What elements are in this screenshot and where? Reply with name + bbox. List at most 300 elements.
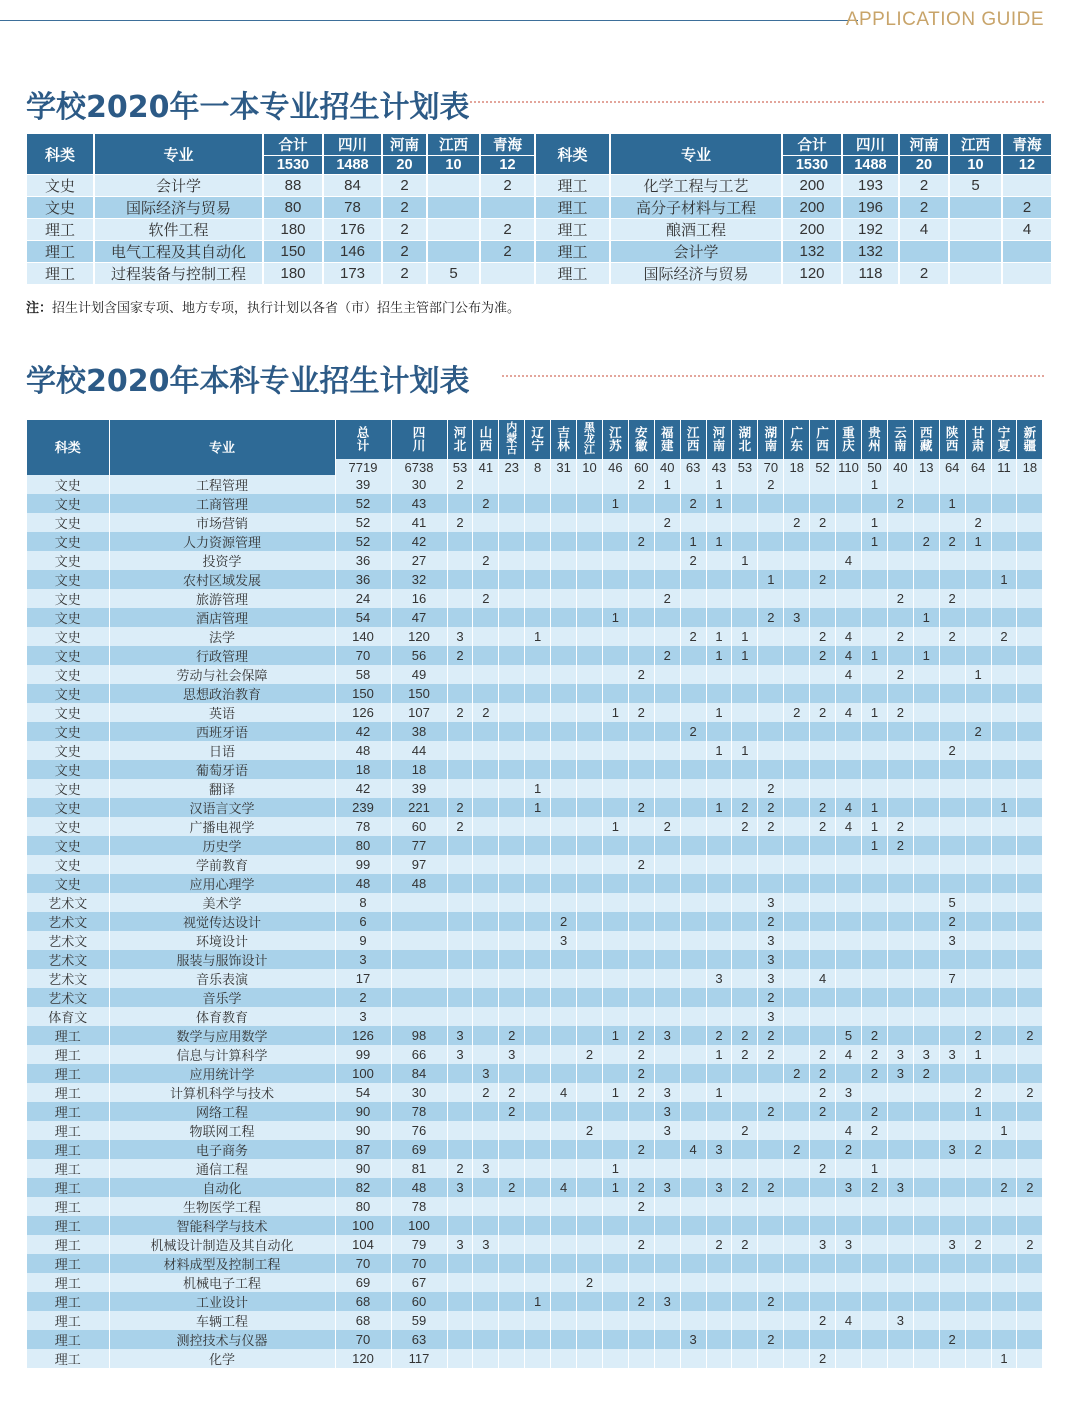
count-cell (836, 1007, 862, 1026)
count-cell (391, 988, 447, 1007)
count-cell (784, 874, 810, 893)
count-cell (965, 760, 991, 779)
count-cell (758, 684, 784, 703)
count-cell: 2 (862, 1121, 888, 1140)
count-cell (602, 475, 628, 494)
count-cell (732, 1159, 758, 1178)
count-cell (887, 1007, 913, 1026)
count-cell (836, 779, 862, 798)
count-cell (913, 1102, 939, 1121)
count-cell (758, 494, 784, 513)
count-cell (887, 874, 913, 893)
category-cell: 理工 (27, 1273, 109, 1292)
count-cell: 3 (784, 608, 810, 627)
count-cell: 60 (391, 1292, 447, 1311)
count-cell (654, 988, 680, 1007)
count-cell (447, 950, 473, 969)
count-cell: 90 (335, 1159, 391, 1178)
count-cell (577, 912, 603, 931)
count-cell (887, 608, 913, 627)
count-cell (628, 817, 654, 836)
count-cell (991, 722, 1017, 741)
category-cell: 理工 (27, 241, 94, 263)
count-cell (654, 874, 680, 893)
count-cell (758, 1083, 784, 1102)
count-cell (965, 1121, 991, 1140)
count-cell (602, 1273, 628, 1292)
count-cell (965, 836, 991, 855)
count-cell: 1 (965, 1102, 991, 1121)
count-cell (577, 1083, 603, 1102)
count-cell: 1 (525, 1292, 551, 1311)
count-cell (706, 722, 732, 741)
count-cell: 2 (965, 1026, 991, 1045)
count-cell (939, 779, 965, 798)
count-cell (551, 646, 577, 665)
count-cell (680, 798, 706, 817)
count-cell (887, 1349, 913, 1368)
count-cell (525, 855, 551, 874)
count-cell: 2 (939, 532, 965, 551)
count-cell (473, 817, 499, 836)
count-cell (965, 1007, 991, 1026)
count-cell (862, 969, 888, 988)
count-cell (447, 874, 473, 893)
count-cell (551, 1121, 577, 1140)
count-cell (706, 836, 732, 855)
category-cell: 理工 (27, 1102, 109, 1121)
count-cell: 6 (335, 912, 391, 931)
count-cell: 2 (810, 570, 836, 589)
count-cell (577, 931, 603, 950)
count-cell (577, 1064, 603, 1083)
major-cell: 计算机科学与技术 (109, 1083, 335, 1102)
count-cell (577, 1349, 603, 1368)
count-cell (991, 1311, 1017, 1330)
count-cell (836, 988, 862, 1007)
count-cell (473, 722, 499, 741)
count-cell (499, 1292, 525, 1311)
count-cell (913, 1159, 939, 1178)
count-cell (551, 684, 577, 703)
count-cell: 2 (628, 1140, 654, 1159)
count-cell (758, 1235, 784, 1254)
province-name (706, 420, 732, 459)
count-cell (991, 988, 1017, 1007)
count-cell (447, 1083, 473, 1102)
count-cell (525, 1197, 551, 1216)
count-cell (836, 1273, 862, 1292)
province-total: 52 (810, 459, 836, 475)
count-cell (965, 703, 991, 722)
count-cell (602, 836, 628, 855)
count-cell (784, 646, 810, 665)
province-name (447, 420, 473, 459)
count-cell: 2 (784, 1140, 810, 1159)
count-cell (810, 1254, 836, 1273)
count-cell: 3 (887, 1064, 913, 1083)
count-cell (913, 1254, 939, 1273)
count-cell: 1 (862, 646, 888, 665)
count-cell (1017, 513, 1043, 532)
category-header: 科类 (535, 134, 610, 175)
category-cell: 文史 (27, 779, 109, 798)
count-cell: 2 (499, 1178, 525, 1197)
count-cell (862, 627, 888, 646)
count-cell: 41 (391, 513, 447, 532)
count-cell: 1 (602, 703, 628, 722)
count-cell (732, 836, 758, 855)
count-cell: 3 (335, 1007, 391, 1026)
count-cell (1017, 646, 1043, 665)
major-cell: 投资学 (109, 551, 335, 570)
count-cell (991, 1007, 1017, 1026)
count-cell (602, 1311, 628, 1330)
count-cell: 192 (842, 219, 899, 241)
count-cell (887, 532, 913, 551)
province-name-text: 河南 (712, 425, 726, 453)
count-cell (913, 931, 939, 950)
count-cell: 132 (782, 241, 842, 263)
count-cell (525, 874, 551, 893)
count-cell (447, 570, 473, 589)
count-cell (551, 608, 577, 627)
count-cell (810, 741, 836, 760)
count-cell: 3 (887, 1311, 913, 1330)
count-cell (991, 1254, 1017, 1273)
count-cell (991, 1292, 1017, 1311)
count-cell: 1 (991, 798, 1017, 817)
count-cell (913, 1083, 939, 1102)
count-cell: 54 (335, 608, 391, 627)
count-cell: 2 (628, 703, 654, 722)
count-cell: 69 (335, 1273, 391, 1292)
count-cell (991, 1159, 1017, 1178)
count-cell (427, 241, 480, 263)
count-cell (628, 684, 654, 703)
count-cell (602, 1254, 628, 1273)
major-cell: 学前教育 (109, 855, 335, 874)
count-cell (525, 1178, 551, 1197)
count-cell (1017, 1254, 1043, 1273)
count-cell (887, 741, 913, 760)
count-cell: 2 (758, 475, 784, 494)
count-cell: 2 (628, 1197, 654, 1216)
count-cell: 2 (965, 722, 991, 741)
province-name: 江西 (427, 134, 480, 156)
count-cell (784, 1007, 810, 1026)
count-cell (1017, 1216, 1043, 1235)
count-cell (913, 475, 939, 494)
count-cell (1017, 912, 1043, 931)
count-cell (680, 1026, 706, 1045)
count-cell: 2 (836, 1140, 862, 1159)
count-cell (525, 1007, 551, 1026)
count-cell: 7 (939, 969, 965, 988)
count-cell: 99 (335, 855, 391, 874)
province-total: 20 (382, 156, 427, 175)
table1-header-row (27, 134, 1052, 156)
count-cell (680, 665, 706, 684)
count-cell: 2 (758, 608, 784, 627)
count-cell (447, 741, 473, 760)
count-cell (680, 931, 706, 950)
count-cell: 3 (473, 1159, 499, 1178)
count-cell (862, 665, 888, 684)
count-cell: 2 (628, 475, 654, 494)
count-cell (939, 817, 965, 836)
count-cell (447, 608, 473, 627)
count-cell: 2 (887, 665, 913, 684)
count-cell (836, 475, 862, 494)
count-cell (602, 931, 628, 950)
count-cell (899, 241, 949, 263)
count-cell (551, 1197, 577, 1216)
count-cell (965, 589, 991, 608)
table-row (27, 1026, 1043, 1045)
count-cell (680, 1121, 706, 1140)
count-cell (836, 912, 862, 931)
count-cell (680, 1083, 706, 1102)
category-cell: 艺术文 (27, 950, 109, 969)
count-cell (525, 1311, 551, 1330)
count-cell (810, 855, 836, 874)
count-cell: 47 (391, 608, 447, 627)
count-cell: 2 (758, 1292, 784, 1311)
province-name (784, 420, 810, 459)
count-cell (784, 1349, 810, 1368)
count-cell (525, 1254, 551, 1273)
count-cell: 2 (447, 1159, 473, 1178)
count-cell (706, 570, 732, 589)
count-cell (706, 779, 732, 798)
count-cell (525, 1026, 551, 1045)
table-row (27, 798, 1043, 817)
count-cell: 3 (447, 1178, 473, 1197)
count-cell (577, 494, 603, 513)
count-cell (628, 589, 654, 608)
count-cell (680, 741, 706, 760)
count-cell: 2 (447, 817, 473, 836)
count-cell: 180 (263, 219, 323, 241)
count-cell (862, 779, 888, 798)
category-header: 科类 (27, 134, 94, 175)
count-cell (758, 836, 784, 855)
count-cell (913, 1292, 939, 1311)
count-cell (862, 1216, 888, 1235)
count-cell: 2 (680, 494, 706, 513)
count-cell (732, 513, 758, 532)
count-cell (939, 760, 965, 779)
count-cell (447, 551, 473, 570)
count-cell: 70 (335, 1254, 391, 1273)
count-cell: 2 (991, 627, 1017, 646)
count-cell (784, 893, 810, 912)
category-header: 科类 (27, 420, 109, 475)
count-cell (732, 1292, 758, 1311)
count-cell (939, 855, 965, 874)
count-cell: 1 (862, 475, 888, 494)
count-cell (654, 969, 680, 988)
count-cell (551, 1140, 577, 1159)
count-cell (706, 1292, 732, 1311)
count-cell (810, 912, 836, 931)
count-cell: 2 (732, 1045, 758, 1064)
count-cell: 77 (391, 836, 447, 855)
count-cell (862, 589, 888, 608)
major-cell: 旅游管理 (109, 589, 335, 608)
count-cell (965, 950, 991, 969)
table-row (27, 1045, 1043, 1064)
count-cell: 2 (899, 263, 949, 285)
count-cell (447, 1292, 473, 1311)
count-cell (732, 532, 758, 551)
count-cell (758, 874, 784, 893)
count-cell (680, 513, 706, 532)
count-cell (991, 608, 1017, 627)
count-cell: 1 (602, 1178, 628, 1197)
count-cell (862, 494, 888, 513)
count-cell: 2 (473, 1083, 499, 1102)
count-cell (862, 1254, 888, 1273)
count-cell (810, 665, 836, 684)
count-cell (758, 665, 784, 684)
major-cell: 国际经济与贸易 (610, 263, 782, 285)
count-cell: 9 (335, 931, 391, 950)
count-cell (862, 931, 888, 950)
table-row (27, 1197, 1043, 1216)
province-name (732, 420, 758, 459)
count-cell: 2 (335, 988, 391, 1007)
count-cell: 1 (913, 646, 939, 665)
count-cell (499, 893, 525, 912)
count-cell: 2 (480, 219, 535, 241)
count-cell (913, 1197, 939, 1216)
count-cell (473, 646, 499, 665)
province-name (887, 420, 913, 459)
count-cell (602, 551, 628, 570)
count-cell: 1 (602, 1083, 628, 1102)
count-cell (551, 1311, 577, 1330)
count-cell (499, 1121, 525, 1140)
count-cell: 2 (628, 798, 654, 817)
count-cell (628, 912, 654, 931)
count-cell (836, 1064, 862, 1083)
count-cell (447, 1273, 473, 1292)
province-name: 河南 (899, 134, 949, 156)
count-cell (473, 798, 499, 817)
major-cell: 过程装备与控制工程 (94, 263, 263, 285)
count-cell (939, 1121, 965, 1140)
category-cell: 文史 (27, 513, 109, 532)
category-cell: 艺术文 (27, 912, 109, 931)
count-cell (473, 931, 499, 950)
count-cell: 4 (836, 1121, 862, 1140)
count-cell (577, 760, 603, 779)
count-cell: 2 (628, 855, 654, 874)
count-cell (551, 874, 577, 893)
count-cell (525, 551, 551, 570)
count-cell (991, 551, 1017, 570)
count-cell (551, 798, 577, 817)
count-cell: 2 (732, 798, 758, 817)
category-cell: 理工 (27, 1349, 109, 1368)
count-cell (427, 175, 480, 197)
count-cell (991, 1273, 1017, 1292)
count-cell (654, 893, 680, 912)
major-cell: 思想政治教育 (109, 684, 335, 703)
count-cell (525, 684, 551, 703)
count-cell (836, 513, 862, 532)
major-cell: 机械设计制造及其自动化 (109, 1235, 335, 1254)
count-cell (551, 1349, 577, 1368)
count-cell (887, 969, 913, 988)
count-cell (939, 1349, 965, 1368)
count-cell: 176 (323, 219, 382, 241)
count-cell (525, 646, 551, 665)
major-cell: 劳动与社会保障 (109, 665, 335, 684)
count-cell: 3 (758, 950, 784, 969)
count-cell (473, 836, 499, 855)
count-cell: 1 (706, 1083, 732, 1102)
count-cell (473, 475, 499, 494)
count-cell (680, 1178, 706, 1197)
count-cell: 2 (473, 494, 499, 513)
table-row (27, 1330, 1043, 1349)
count-cell (447, 836, 473, 855)
count-cell (1017, 741, 1043, 760)
count-cell (706, 931, 732, 950)
count-cell: 2 (862, 1064, 888, 1083)
count-cell (1002, 241, 1052, 263)
count-cell: 2 (862, 1026, 888, 1045)
count-cell (654, 532, 680, 551)
count-cell: 70 (391, 1254, 447, 1273)
count-cell: 2 (810, 817, 836, 836)
table-row (27, 1140, 1043, 1159)
count-cell: 3 (836, 1083, 862, 1102)
count-cell: 4 (836, 627, 862, 646)
table-row (27, 1216, 1043, 1235)
count-cell: 150 (391, 684, 447, 703)
count-cell: 4 (836, 646, 862, 665)
count-cell (758, 722, 784, 741)
count-cell (628, 513, 654, 532)
count-cell (836, 1216, 862, 1235)
count-cell (680, 855, 706, 874)
count-cell (939, 1026, 965, 1045)
province-total: 41 (473, 459, 499, 475)
count-cell (654, 627, 680, 646)
count-cell (732, 855, 758, 874)
count-cell (706, 665, 732, 684)
count-cell (525, 1273, 551, 1292)
province-name-text: 总计 (356, 425, 370, 453)
table-row (27, 988, 1043, 1007)
count-cell (913, 988, 939, 1007)
count-cell (551, 1254, 577, 1273)
province-total: 18 (1017, 459, 1043, 475)
count-cell (499, 570, 525, 589)
province-name-text: 吉林 (557, 425, 570, 453)
count-cell: 2 (965, 1083, 991, 1102)
count-cell (499, 1273, 525, 1292)
count-cell (862, 912, 888, 931)
count-cell: 78 (391, 1197, 447, 1216)
count-cell (499, 589, 525, 608)
count-cell (680, 1216, 706, 1235)
table-row (27, 1311, 1043, 1330)
